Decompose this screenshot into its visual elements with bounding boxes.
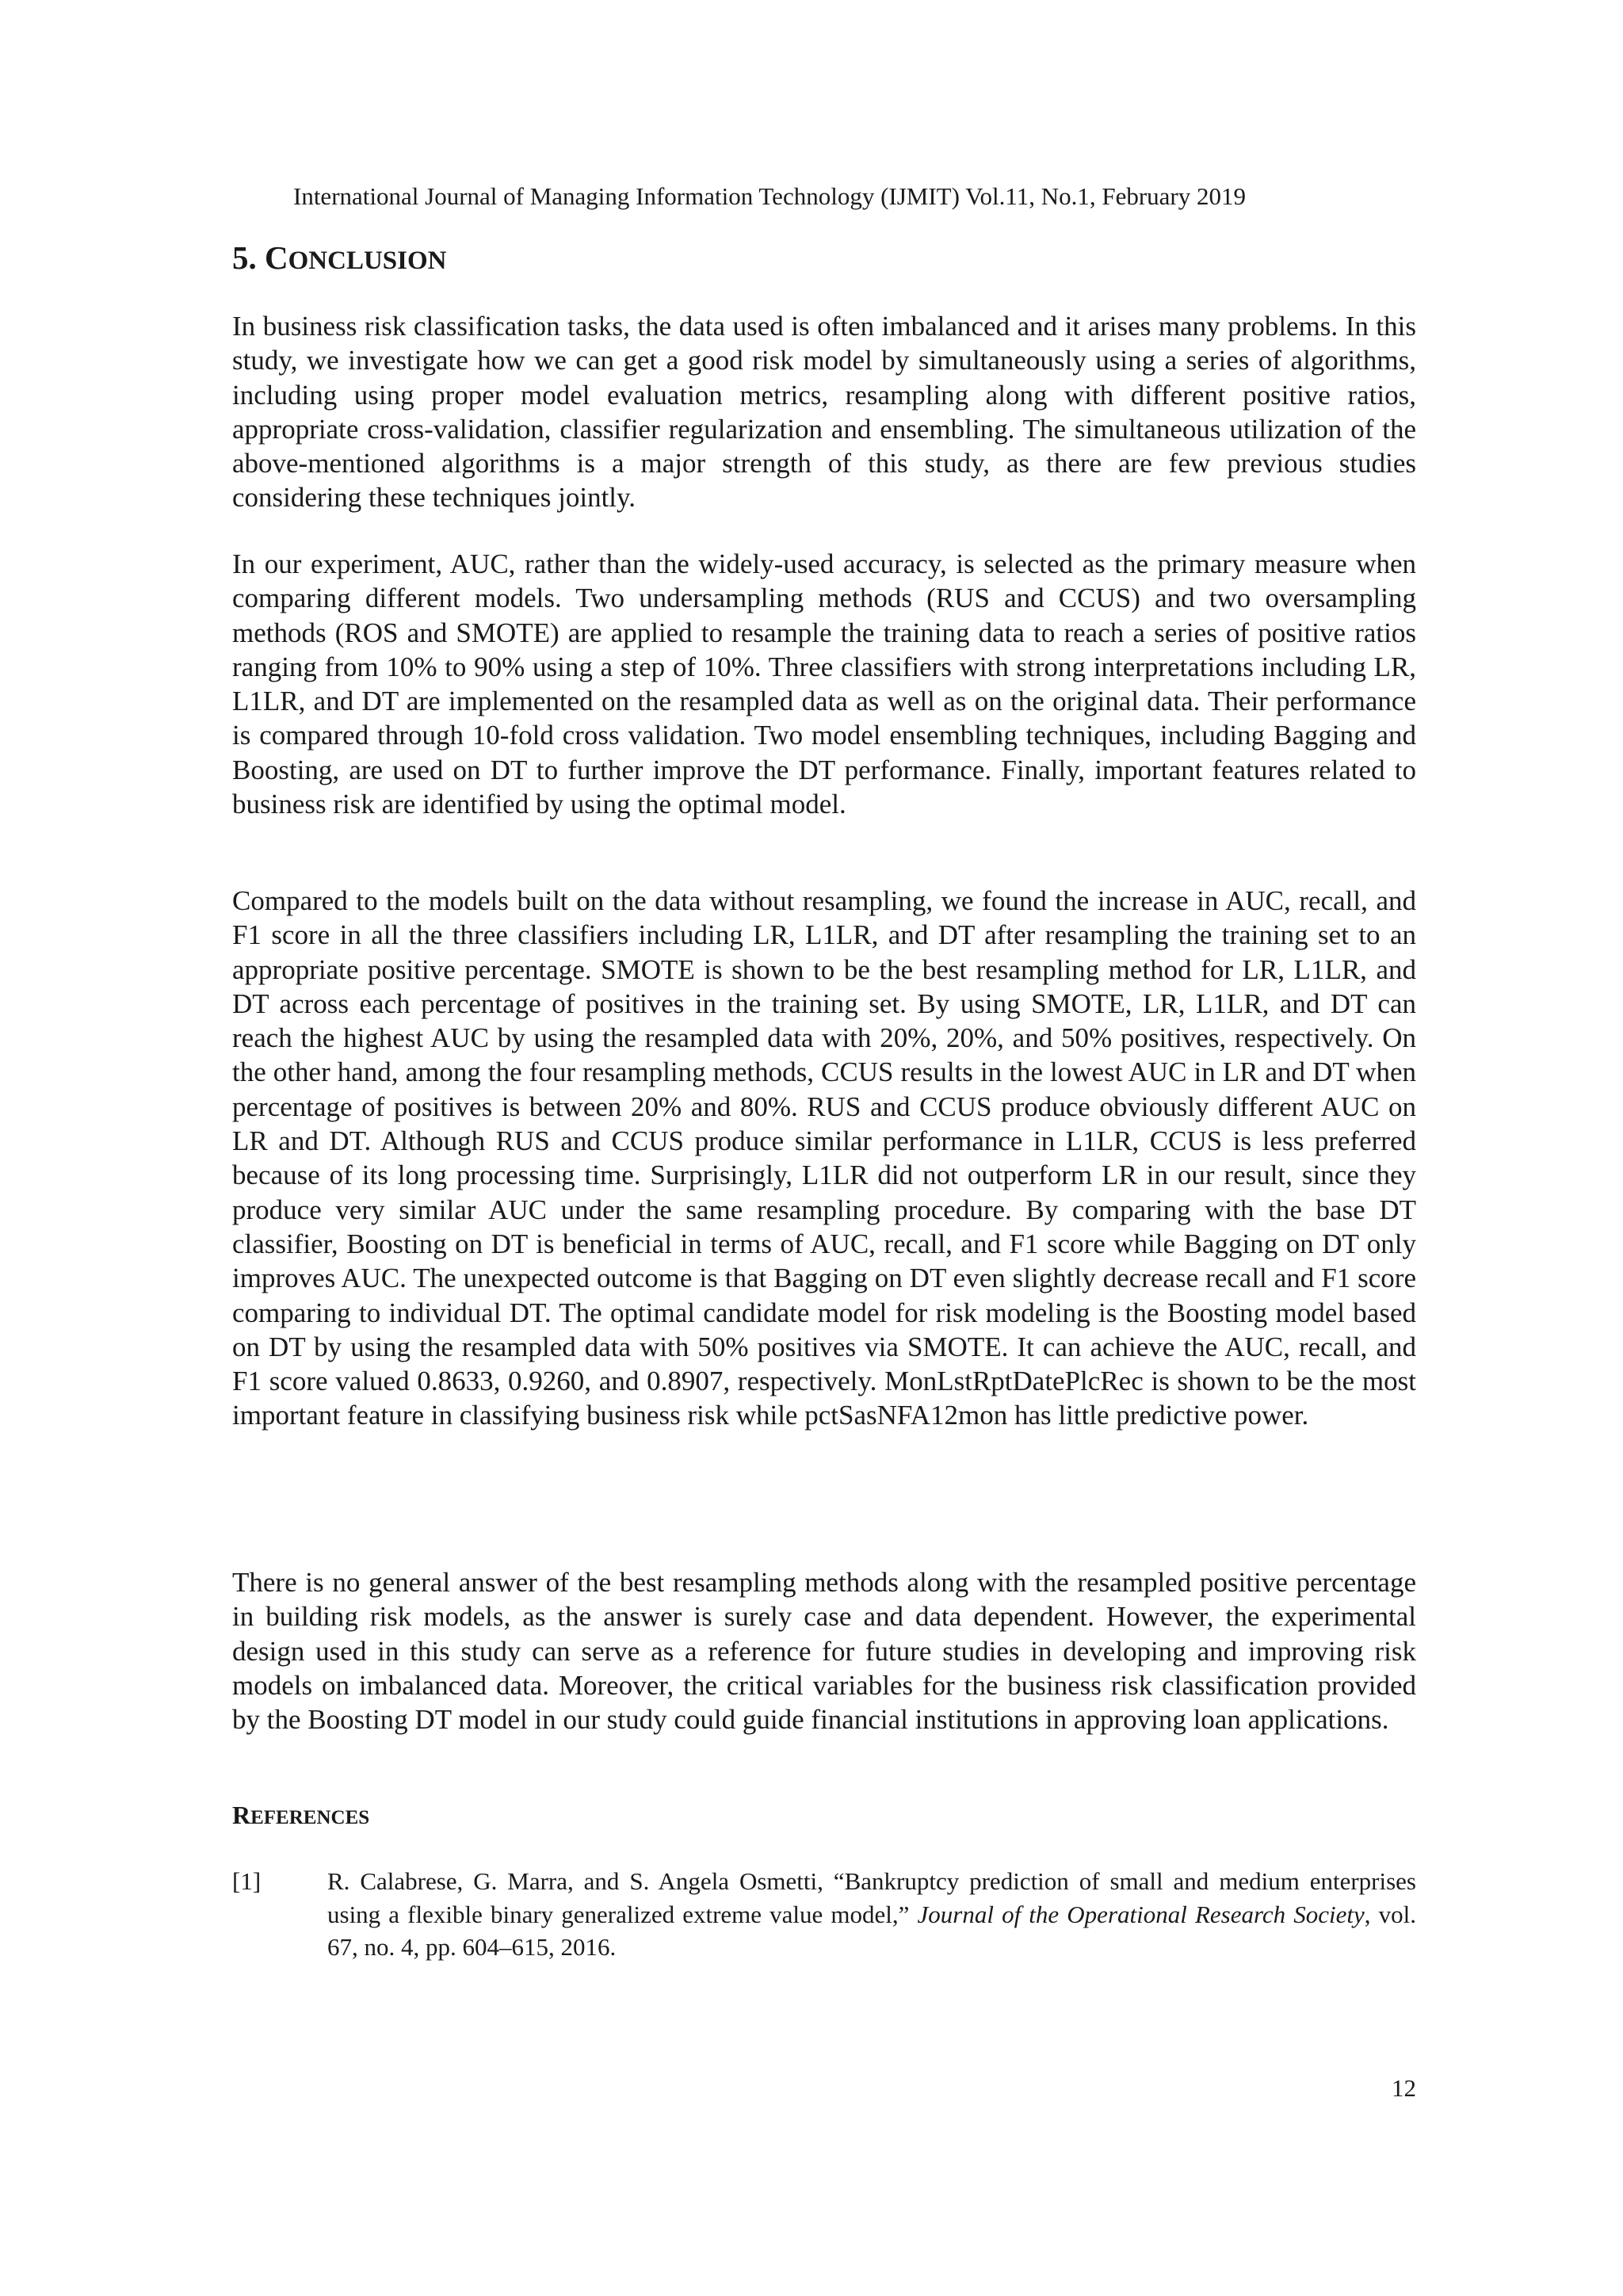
paragraph-1: In business risk classification tasks, the data used is often imbalanced and it arises many problems. In this study, we investigate how we can get a good risk model by simultaneously using a series of algorithms, including using proper model evaluation metrics, resampling along with different positive ratios, appropriate cross-validation, classifier regularization and ensembling. The simultaneous utilization of the above-mentioned algorithms is a major strength of this study, as there are few previous studies considering these techniques jointly.	[232, 311, 1416, 514]
running-header: International Journal of Managing Information Technology (IJMIT) Vol.11, No.1, February 2019	[293, 182, 1247, 210]
reference-number: [1]	[232, 1867, 262, 1895]
paragraph-2: In our experiment, AUC, rather than the widely-used accuracy, is selected as the primary measure when comparing different models. Two undersampling methods (RUS and CCUS) and two oversampling methods (ROS and SMOTE) are applied to resample the training data to reach a series of positive ratios ranging from 10% to 90% using a step of 10%. Three classifiers with strong interpretations including LR, L1LR, and DT are implemented on the resampled data as well as on the original data. Their performance is compared through 10-fold cross validation. Two model ensembling techniques, including Bagging and Boosting, are used on DT to further improve the DT performance. Finally, important features related to business risk are identified by using the optimal model.	[232, 548, 1416, 820]
section-title-rest: ONCLUSION	[288, 246, 447, 275]
references-title	[232, 1799, 369, 1834]
paragraph-4: There is no general answer of the best resampling methods along with the resampled positive percentage in building risk models, as the answer is surely case and data dependent. However, the experimental design used in this study can serve as a reference for future studies in developing and improving risk models on imbalanced data. Moreover, the critical variables for the business risk classification provided by the Boosting DT model in our study could guide financial institutions in approving loan applications.	[232, 1567, 1416, 1736]
references-title-first: R	[232, 1801, 251, 1829]
paragraph-3: Compared to the models built on the data without resampling, we found the increase in AUC, recall, and F1 score in all the three classifiers including LR, L1LR, and DT after resampling the training set to an appropriate positive percentage. SMOTE is shown to be the best resampling method for LR, L1LR, and DT across each percentage of positives in the training set. By using SMOTE, LR, L1LR, and DT can reach the highest AUC by using the resampled data with 20%, 20%, and 50% positives, respectively. On the other hand, among the four resampling methods, CCUS results in the lowest AUC in LR and DT when percentage of positives is between 20% and 80%. RUS and CCUS produce obviously different AUC on LR and DT. Although RUS and CCUS produce similar performance in L1LR, CCUS is less preferred because of its long processing time. Surprisingly, L1LR did not outperform LR in our result, since they produce very similar AUC under the same resampling procedure. By comparing with the base DT classifier, Boosting on DT is beneficial in terms of AUC, recall, and F1 score while Bagging on DT only improves AUC. The unexpected outcome is that Bagging on DT even slightly decrease recall and F1 score comparing to individual DT. The optimal candidate model for risk modeling is the Boosting model based on DT by using the resampled data with 50% positives via SMOTE. It can achieve the AUC, recall, and F1 score valued 0.8633, 0.9260, and 0.8907, respectively. MonLstRptDatePlcRec is shown to be the most important feature in classifying business risk while pctSasNFA12mon has little predictive power.	[232, 885, 1416, 1431]
section-title-number: 5. C	[232, 239, 288, 276]
reference-text	[327, 1865, 1416, 1964]
section-title	[232, 238, 446, 281]
reference-journal: Journal of the Operational Research Society	[917, 1900, 1365, 1928]
reference-item	[232, 1865, 1416, 1964]
references-title-rest: EFERENCES	[250, 1807, 370, 1828]
reference-details: , vol. 67, no. 4, pp. 604–615, 2016.	[327, 1900, 1416, 1961]
page-number: 12	[1392, 2074, 1416, 2102]
reference-authors-title: R. Calabrese, G. Marra, and S. Angela Osmetti, “Bankruptcy prediction of small and medium enterprises using a flexible binary generalized extreme value model,”	[327, 1867, 1416, 1928]
